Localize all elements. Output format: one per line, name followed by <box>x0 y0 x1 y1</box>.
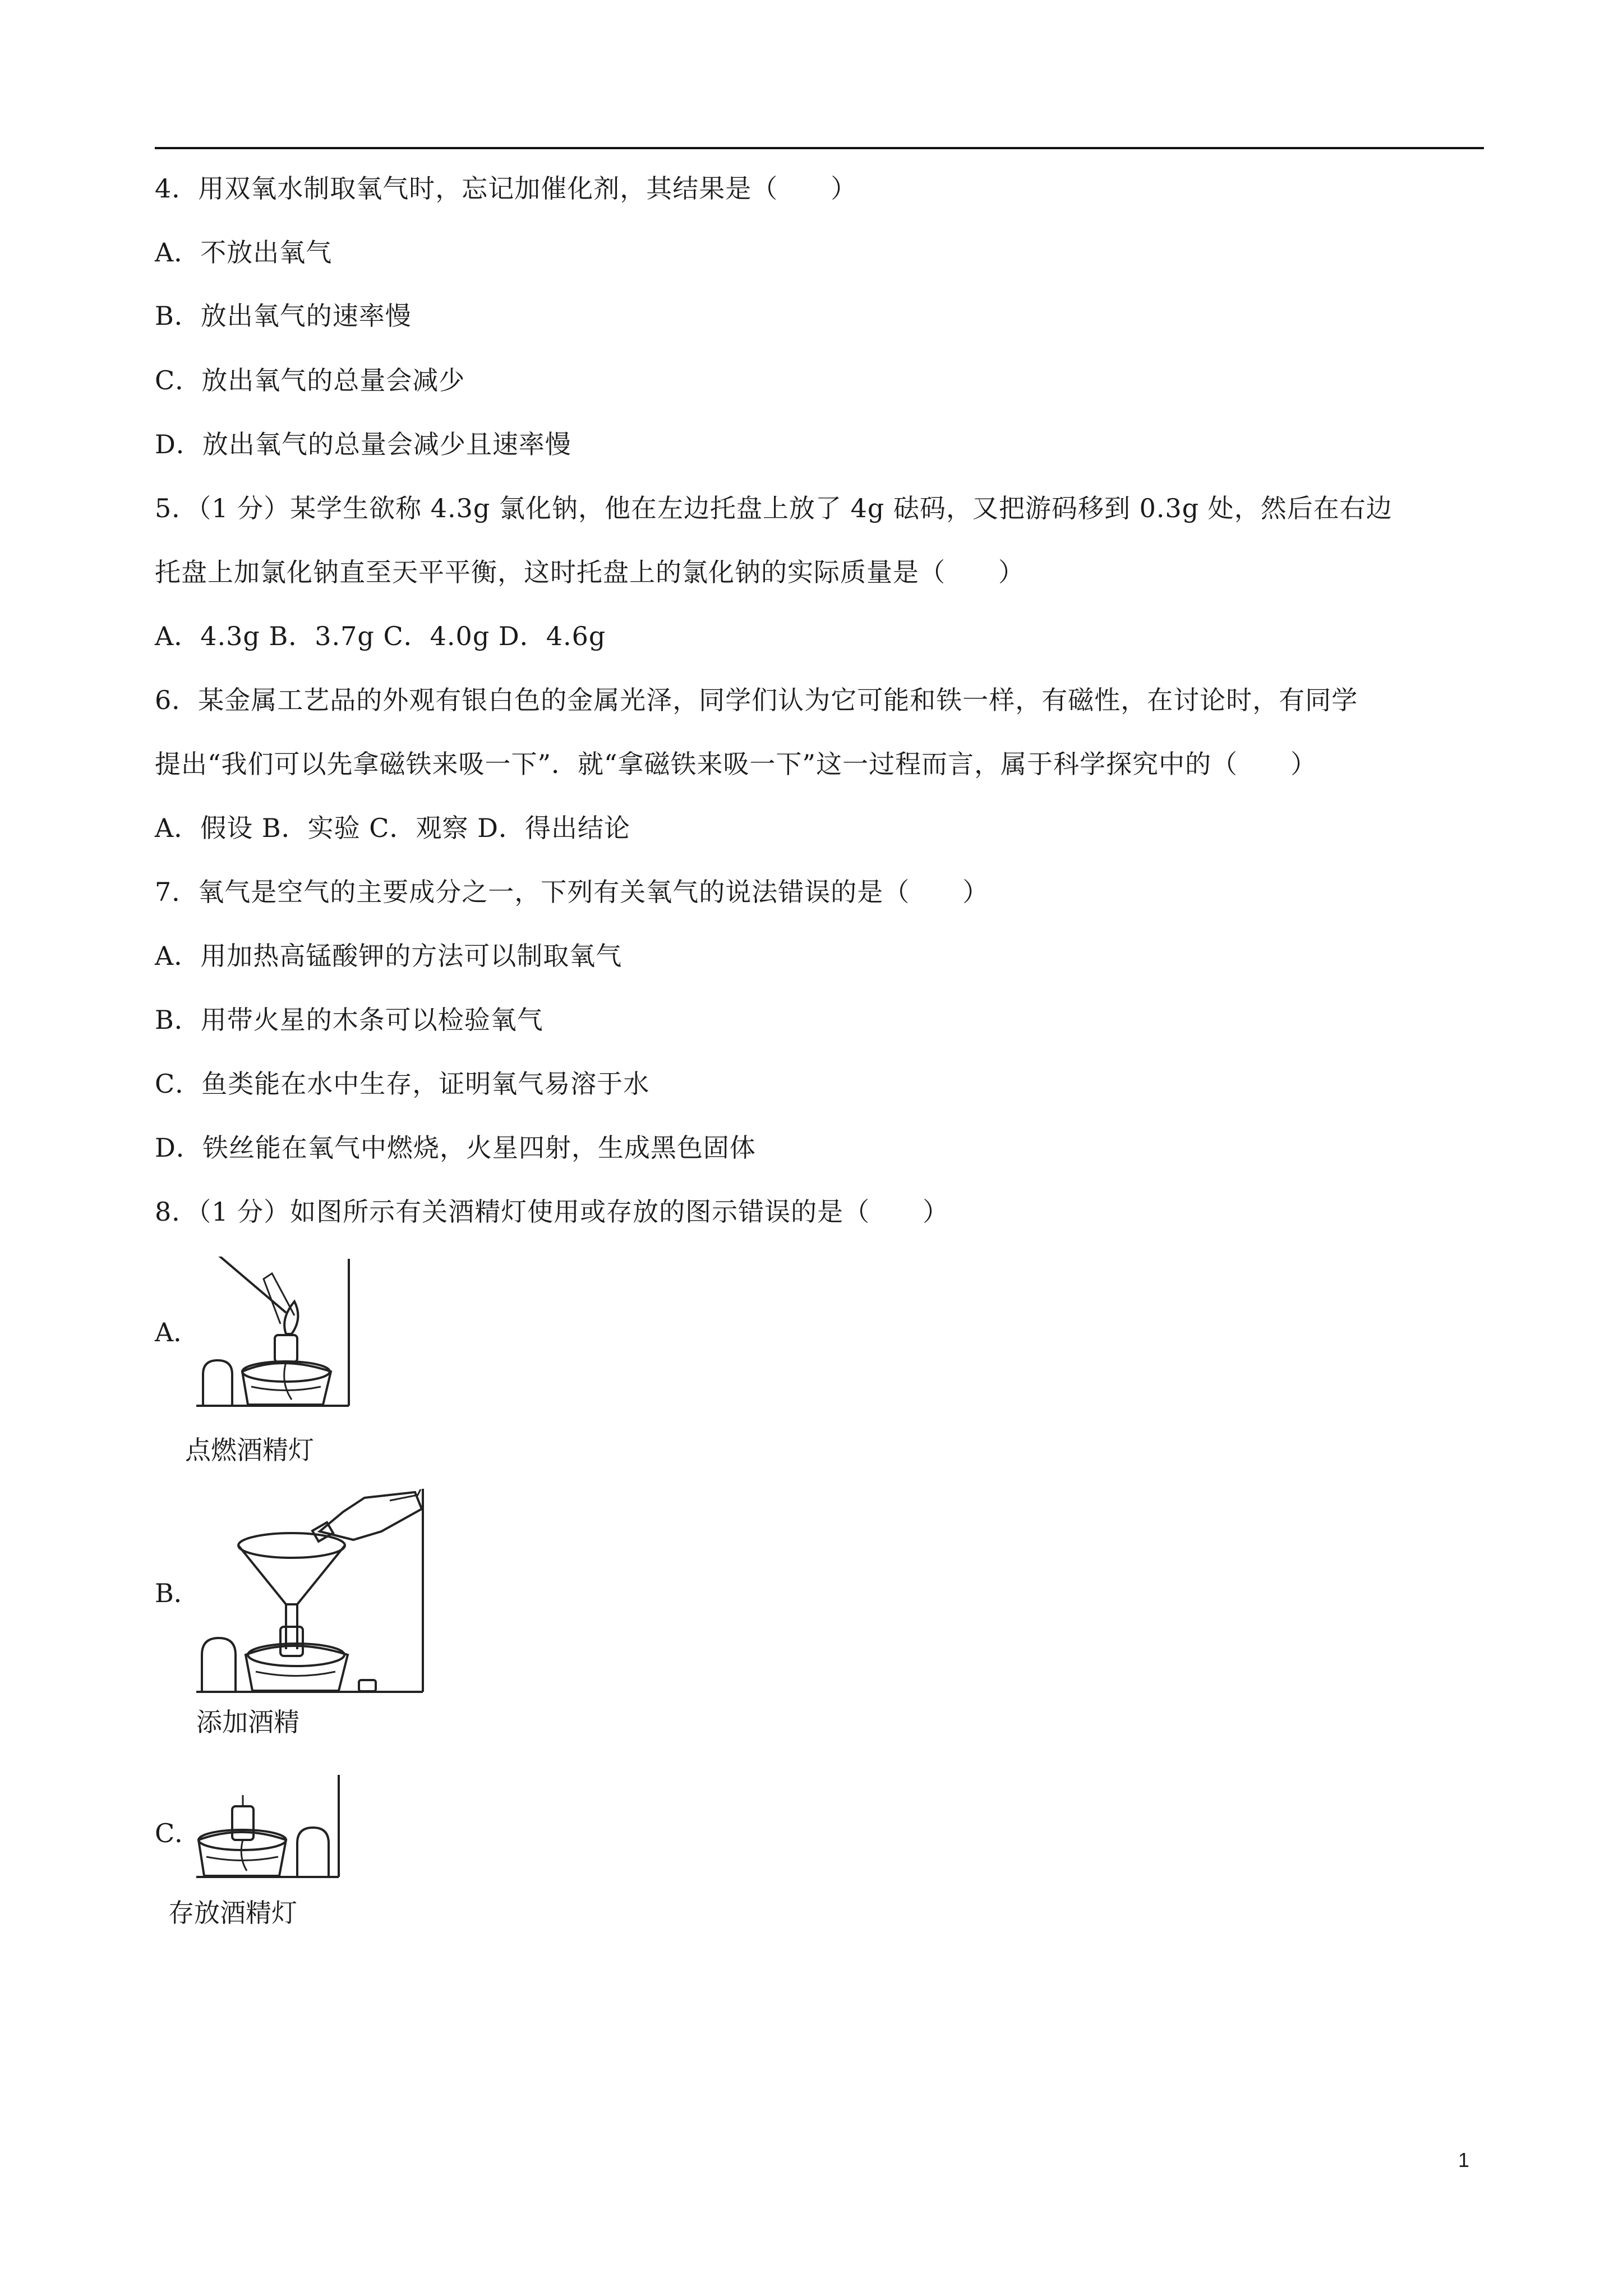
q4-option-d: D．放出氧气的总量会减少且速率慢 <box>155 429 571 459</box>
q8-option-a-label: A． <box>155 1317 200 1347</box>
q7-option-b: B．用带火星的木条可以检验氧气 <box>155 1005 543 1035</box>
q6-stem-line2: 提出“我们可以先拿磁铁来吸一下”．就“拿磁铁来吸一下”这一过程而言，属于科学探究中的（ ） <box>155 749 1317 779</box>
q7-option-d: D．铁丝能在氧气中燃烧，火星四射，生成黑色固体 <box>155 1133 756 1163</box>
header-rule <box>155 147 1484 149</box>
q4-option-b: B．放出氧气的速率慢 <box>155 301 412 331</box>
q4-option-c: C．放出氧气的总量会减少 <box>155 365 465 395</box>
page-number: 1 <box>1458 2148 1470 2171</box>
q7-option-c: C．鱼类能在水中生存，证明氧气易溶于水 <box>155 1069 650 1099</box>
q8-option-c-caption: 存放酒精灯 <box>168 1898 297 1928</box>
q5-options: A．4.3g B．3.7g C．4.0g D．4.6g <box>155 621 606 651</box>
storing-lamp-figure <box>196 1773 342 1879</box>
q4-stem: 4．用双氧水制取氧气时，忘记加催化剂，其结果是（ ） <box>155 173 857 204</box>
q4-option-a: A．不放出氧气 <box>155 237 333 268</box>
q8-option-a-caption: 点燃酒精灯 <box>185 1435 314 1465</box>
q7-stem: 7．氧气是空气的主要成分之一，下列有关氧气的说法错误的是（ ） <box>155 877 989 907</box>
q8-option-c-label: C． <box>155 1818 201 1848</box>
lighting-lamp-figure <box>196 1257 353 1408</box>
q7-option-a: A．用加热高锰酸钾的方法可以制取氧气 <box>155 941 623 971</box>
q5-stem-line1: 5．（1 分）某学生欲称 4.3g 氯化钠，他在左边托盘上放了 4g 砝码，又把游码移到 0.3g 处，然后在右边 <box>155 493 1393 523</box>
q5-stem-line2: 托盘上加氯化钠直至天平平衡，这时托盘上的氯化钠的实际质量是（ ） <box>155 557 1025 587</box>
q8-option-b-label: B． <box>155 1578 200 1608</box>
q8-option-b-caption: 添加酒精 <box>196 1707 299 1737</box>
q8-stem: 8．（1 分）如图所示有关酒精灯使用或存放的图示错误的是（ ） <box>155 1197 949 1227</box>
q6-options: A．假设 B．实验 C．观察 D．得出结论 <box>155 813 630 843</box>
q6-stem-line1: 6．某金属工艺品的外观有银白色的金属光泽，同学们认为它可能和铁一样，有磁性，在讨论时，有同学 <box>155 685 1358 715</box>
adding-alcohol-figure <box>196 1487 426 1694</box>
